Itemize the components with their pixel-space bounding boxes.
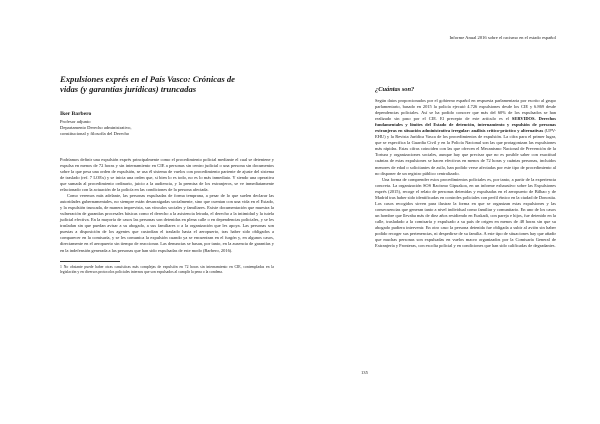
author-name: Iker Barbero — [60, 110, 92, 117]
page-number: 135 — [361, 370, 368, 375]
footnote: 1 No obstante puede haber otras casuísticas más complejas de expulsión en 72 horas sin internamiento en CIE, contempladas en la legislación y en diversos protocolos policiales internos que son expulsados al cumplir la pena o la condena. — [60, 264, 274, 274]
section-title: ¿Cuántas son? — [375, 86, 415, 93]
body-paragraph: Podríamos definir una expulsión exprés principalmente como el procedimiento policial mediante el cual se deteniene y expulsa en menos de 72 horas y sin internamiento en CIE a personas sin centro judicial o una persona sin documentos sobre la que pesa una orden de expulsión, se usa él sistema de vuelos con procedimiento pariente de ajuste del sistema de traslado (ref. 7 LOEx) y se inicia una orden que, si bien lo es todo, no es lo más inmediato. Y siendo una operativa que sumada al procedimiento ordinario, juicio a la audiencia, y la premisa de los extranjeros, se ve inmediatamente relacionado con la actuación de la policía en las condiciones de la persona afectada. — [60, 156, 274, 193]
author-block — [60, 111, 274, 137]
project-title-run: SERVIDOS. Derechos fundamentales y límites del Estado de detención, internamiento y expulsión de personas extranjeras en situación administrativa irregular: análisis crítico-práctico y alternativas — [375, 116, 556, 134]
footnote-divider — [60, 261, 120, 262]
running-header: Informe Anual 2016 sobre el racismo en el estado español — [449, 35, 556, 40]
body-text-run: Según datos proporcionados por el gobierno español en respuesta parlamentaria por escrito al grupo parlamentario, basado en 2015 la policía ejecutó 4.726 expulsiones desde los CIE y 6.869 desde dependencias policiales. Así se ha podido conocer que más del 60% de los expulsados se han realizado sin paso por el CIE. El precepto de este artículo es el — [375, 98, 556, 122]
author-role: Profesor adjunto — [60, 118, 91, 124]
body-text-run: (UPV-EHU) y la Revista Jurídica Vasca de los procedimientos de expulsión. La cifra para el primer lugar, que se especifica la Guardia Civil y en la Policía Nacional son las que protagonizan las expulsiones más rápidas. Estas cifras coinciden con las que ofrecen el Mecanismo Nacional de Prevención de la Tortura y organizaciones sociales, aunque hay que precisar que no es posible saber con exactitud cuántas de estas expulsiones se hacen efectivas en menos de 72 horas y cuántas personas, incluidos menores de edad o solicitantes de asilo, han podido verse afectadas por este tipo de procedimiento al no disponer de un registro público centralizado. — [375, 128, 557, 176]
left-column — [60, 74, 274, 275]
author-department-continued: constitucional y filosofía del Derecho — [60, 130, 130, 136]
body-paragraph: Como veremos más adelante, las personas expulsadas de forma temprana, a pesar de lo que suelen declarar las autoridades gubernamentales, no siempre están desarraigadas socialmente, sino que cuentan con una vida en el Estado, y la expulsión truncada, de manera imprevista, sus vínculos sociales y familiares. Existe documentación que muestra la vulneración de garantías procesales básicas como el derecho a la asistencia letrada, el derecho a la intimidad y la tutela judicial efectiva. En la mayoría de casos las personas son detenidas en plena calle o en dependencias policiales, y se les trasladan sin que puedan avisar a su abogado, a sus familiares o a la organización que les apoya. Las personas son puestas a disposición de los agentes que custodian el traslado hasta el aeropuerto, tras haber sido obligados a comparecer en la comisaría, y se les comunica la expulsión cuando ya se encuentran en el furgón y, en algunos casos, directamente en el aeropuerto sin tiempo de reaccionar. Las denuncias se basan, por tanto, en la ausencia de garantías y en la indefensión generada a las personas que han sido expulsadas de este modo (Barbero, 2016). — [60, 193, 274, 253]
body-paragraph — [375, 98, 556, 177]
body-paragraph: Una forma de comprender estos procedimientos policiales es, por tanto, a partir de la experiencia concreta. La organización SOS Racismo Gipuzkoa, en un informe exhaustivo sobre las Expulsiones exprés (2015), recoge el relato de personas detenidas y expulsadas en el aeropuerto de Bilbao y de Madrid tras haber sido identificadas en controles policiales con perfil étnico en la ciudad de Donostia. Los casos recogidos sirven para ilustrar la forma en que se organizan estas expulsiones y las consecuencias que generan tanto a nivel individual como familiar y comunitario. En uno de los casos un hombre que llevaba más de diez años residiendo en Euskadi, con pareja e hijos, fue detenido en la calle, trasladado a la comisaría y expulsado a su país de origen en menos de 48 horas sin que su abogado pudiera intervenir. En otro caso la persona detenida fue obligada a subir al avión sin haber podido recoger sus pertenencias, ni despedirse de su familia. A este tipo de situaciones hay que añadir que muchas personas son expulsadas en vuelos macro organizados por la Comisaría General de Extranjería y Fronteras, con escolta policial y en condiciones que han sido calificadas de degradantes. — [375, 176, 556, 249]
article-title: Expulsiones exprés en el País Vasco: Crónicas de vidas (y garantías jurídicas) truncadas — [60, 74, 235, 95]
author-department: Departamento Derecho administrativo, — [60, 124, 132, 130]
right-column — [375, 86, 556, 249]
